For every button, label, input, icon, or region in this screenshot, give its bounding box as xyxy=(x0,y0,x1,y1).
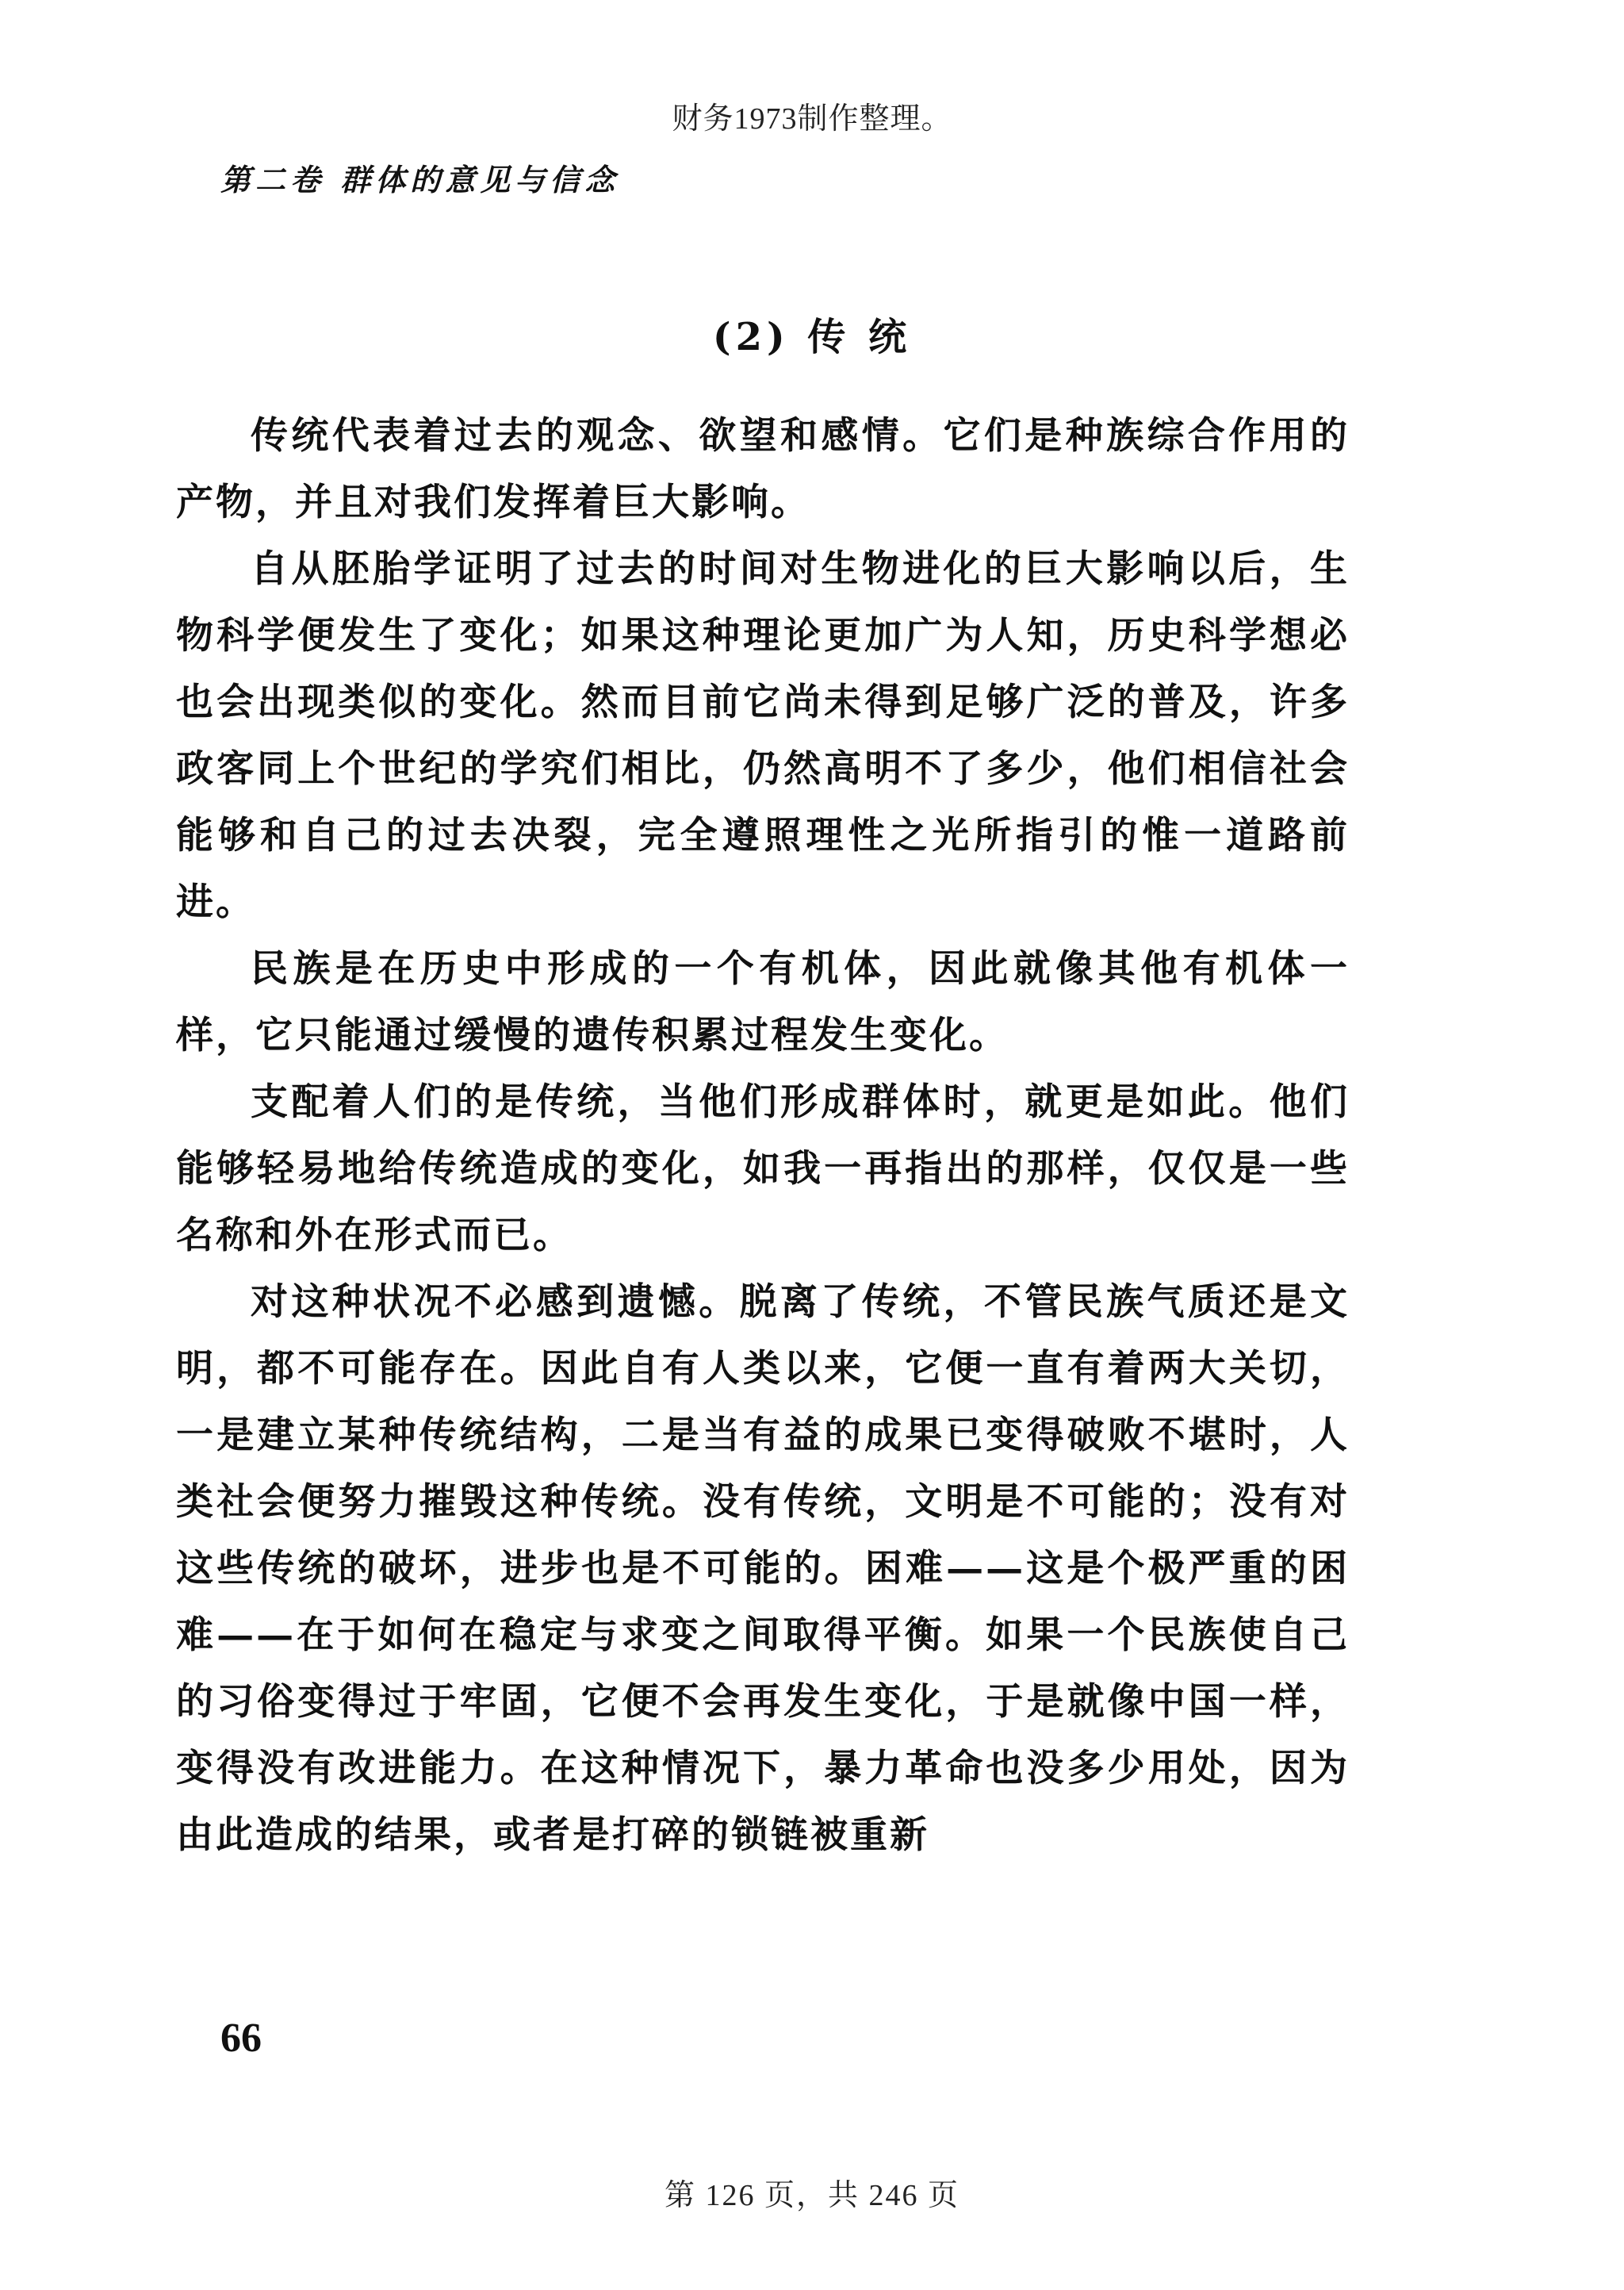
section-title: (2) 传 统 xyxy=(712,315,912,359)
page-number: 66 xyxy=(220,2016,262,2061)
page-footer: 第 126 页，共 246 页 xyxy=(664,2179,959,2212)
paragraph: 支配着人们的是传统，当他们形成群体时，就更是如此。他们能够轻易地给传统造成的变化，如我一再指出的那样，仅仅是一些名称和外在形式而已。 xyxy=(176,1080,1350,1257)
body-text xyxy=(176,403,1350,1869)
paragraph: 自从胚胎学证明了过去的时间对生物进化的巨大影响以后，生物科学便发生了变化；如果这种理论更加广为人知，历史科学想必也会出现类似的变化。然而目前它尚未得到足够广泛的普及，许多政客同上个世纪的学究们相比，仍然高明不了多少，他们相信社会能够和自己的过去决裂，完全遵照理性之光所指引的惟一道路前进。 xyxy=(176,547,1350,924)
paragraph: 对这种状况不必感到遗憾。脱离了传统，不管民族气质还是文明，都不可能存在。因此自有人类以来，它便一直有着两大关切，一是建立某种传统结构，二是当有益的成果已变得破败不堪时，人类社会便努力摧毁这种传统。没有传统，文明是不可能的；没有对这些传统的破坏，进步也是不可能的。困难——这是个极严重的困难——在于如何在稳定与求变之间取得平衡。如果一个民族使自己的习俗变得过于牢固，它便不会再发生变化，于是就像中国一样，变得没有改进能力。在这种情况下，暴力革命也没多少用处，因为由此造成的结果，或者是打碎的锁链被重新 xyxy=(176,1280,1350,1857)
paragraph: 传统代表着过去的观念、欲望和感情。它们是种族综合作用的产物，并且对我们发挥着巨大影响。 xyxy=(176,414,1350,524)
paragraph: 民族是在历史中形成的一个有机体，因此就像其他有机体一样，它只能通过缓慢的遗传积累过程发生变化。 xyxy=(176,947,1350,1057)
watermark-text: 财务1973制作整理。 xyxy=(672,102,952,136)
running-header: 第二卷 群体的意见与信念 xyxy=(220,162,620,198)
